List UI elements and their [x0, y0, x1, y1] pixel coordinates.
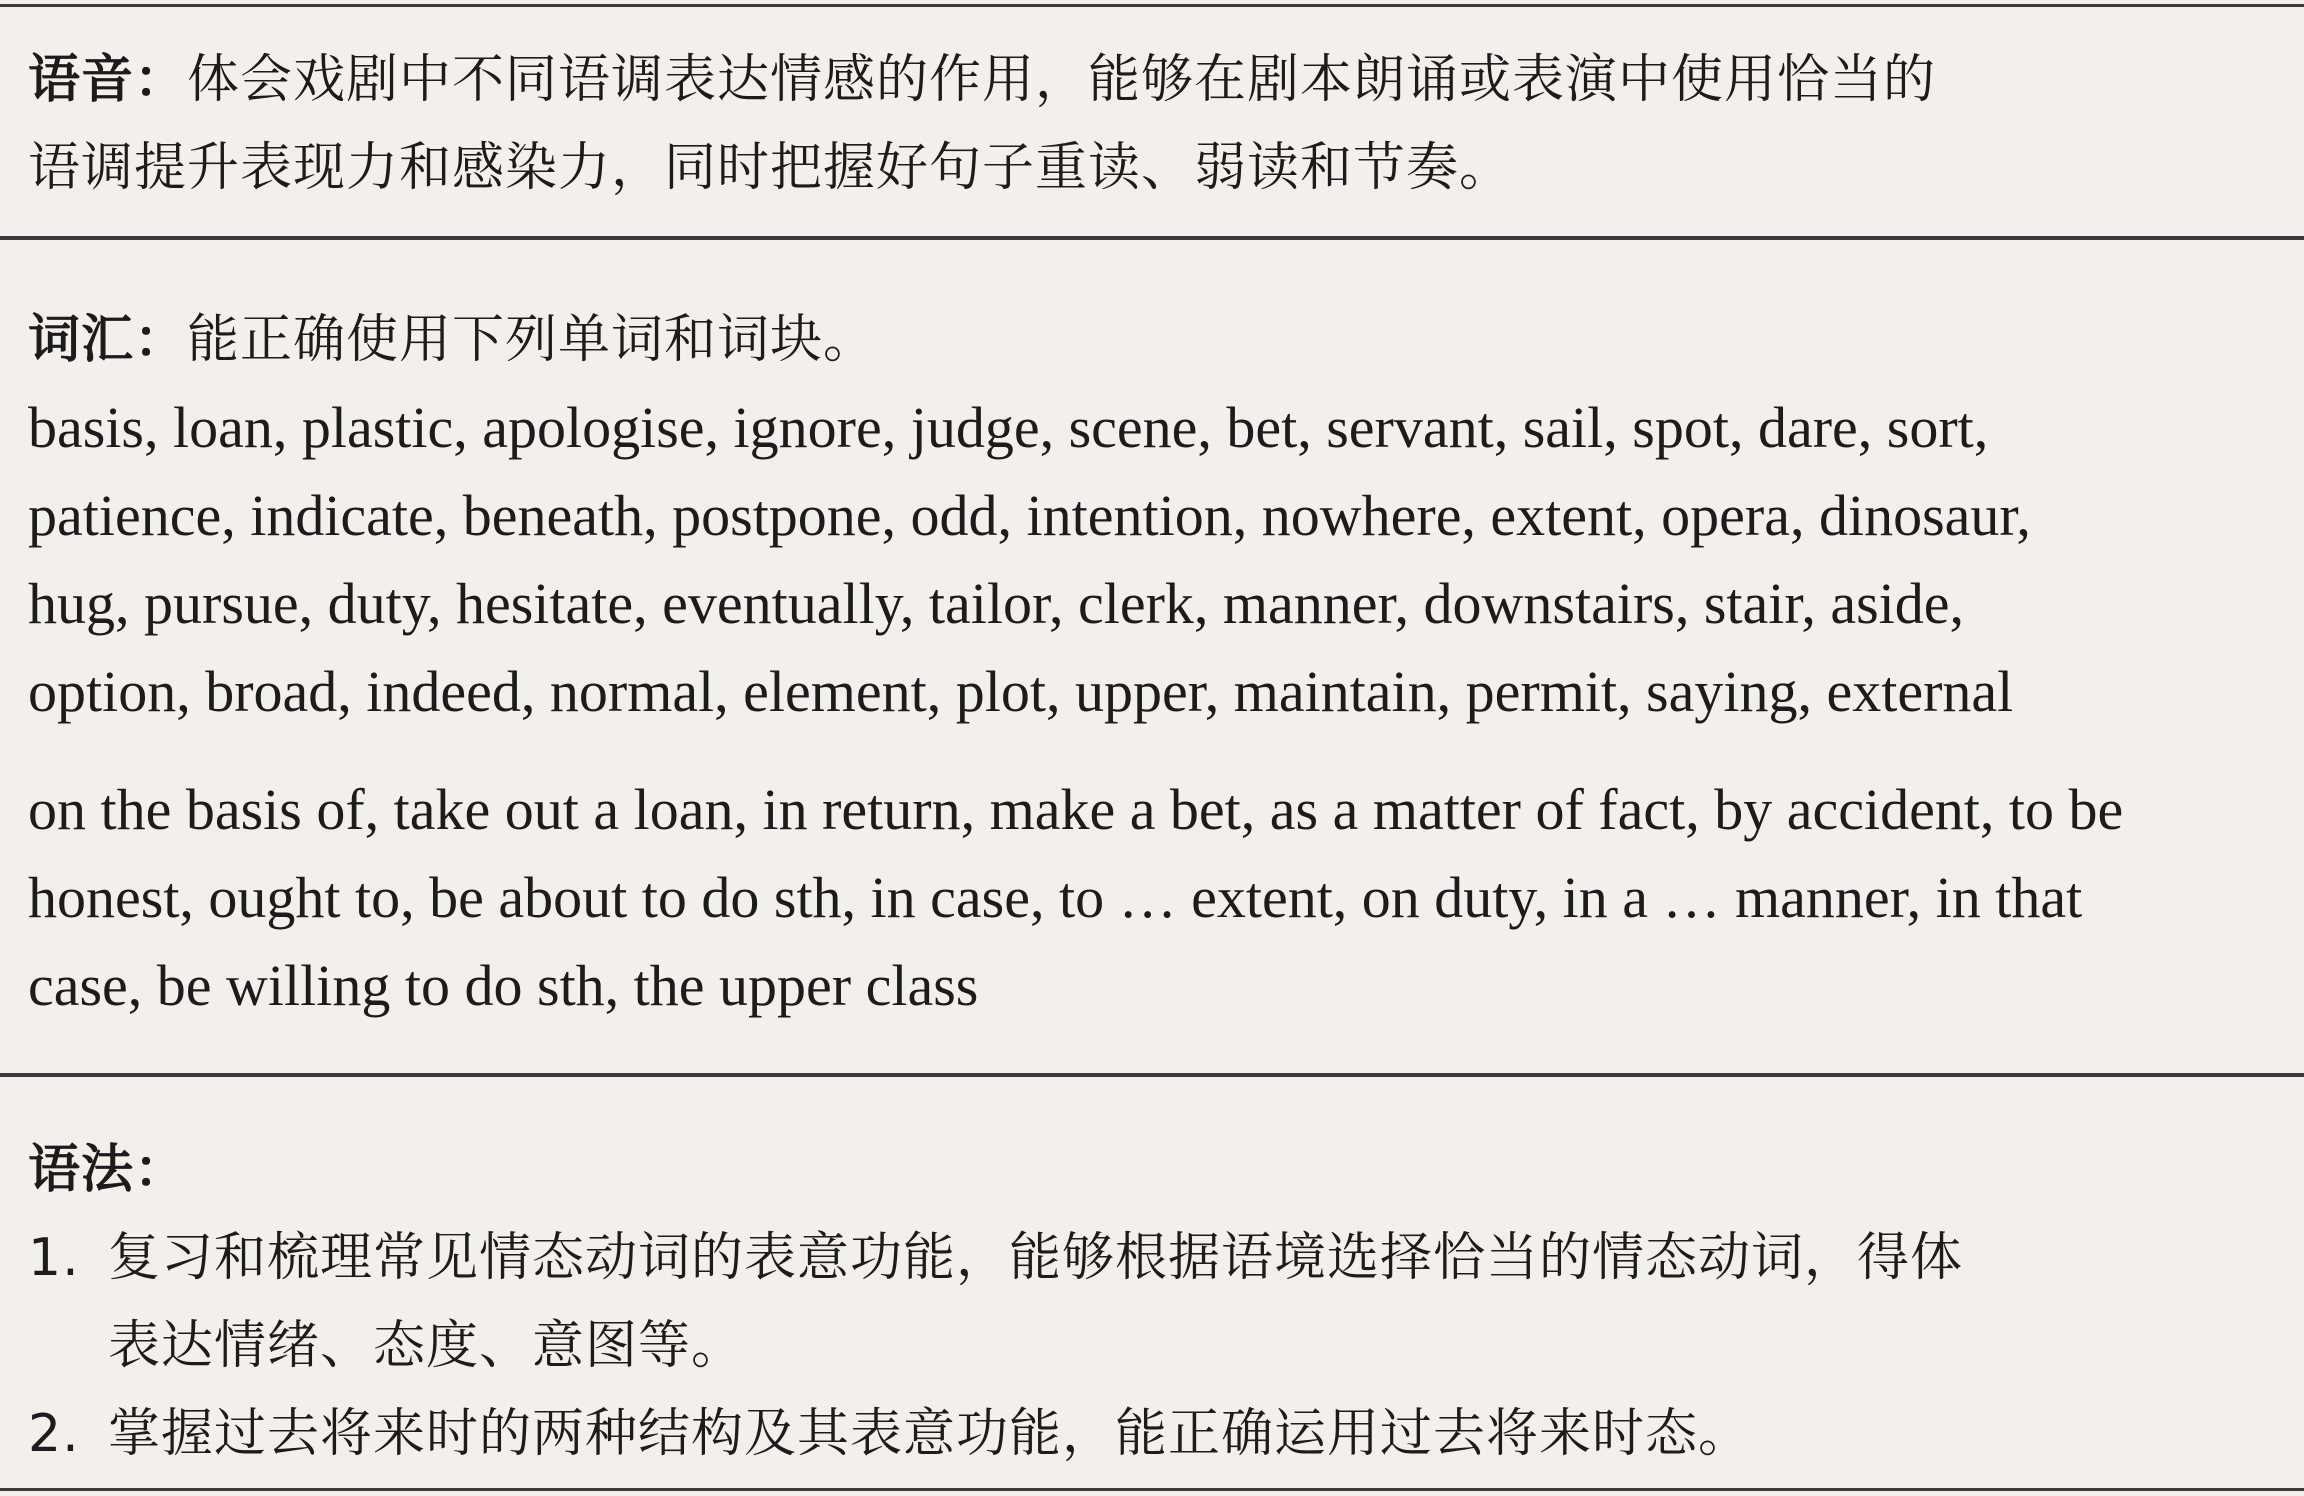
grammar-item-2 — [28, 1390, 2280, 1478]
word-line: patience, indicate, beneath, postpone, odd, intention, nowhere, extent, opera, dinosaur, — [28, 483, 2031, 548]
vocabulary-heading: 词汇： — [28, 310, 188, 370]
grammar-section — [28, 1126, 2280, 1478]
vocabulary-word-list — [28, 384, 2280, 736]
grammar-item-1 — [28, 1214, 2280, 1390]
section-divider-1 — [0, 236, 2304, 240]
grammar-item-line: 表达情绪、态度、意图等。 — [108, 1316, 745, 1376]
word-line: option, broad, indeed, normal, element, plot, upper, maintain, permit, saying, external — [28, 659, 2014, 724]
bottom-rule — [0, 1488, 2304, 1491]
phrase-line: case, be willing to do sth, the upper class — [28, 953, 979, 1018]
vocabulary-intro: 能正确使用下列单词和词块。 — [187, 310, 877, 370]
grammar-item-number: 1. — [28, 1228, 80, 1288]
pronunciation-line-2: 语调提升表现力和感染力，同时把握好句子重读、弱读和节奏。 — [28, 138, 1513, 198]
grammar-heading: 语法： — [28, 1140, 188, 1200]
word-line: hug, pursue, duty, hesitate, eventually, tailor, clerk, manner, downstairs, stair, aside, — [28, 571, 1965, 636]
pronunciation-line-1 — [28, 36, 2280, 124]
vocabulary-phrase-list — [28, 766, 2280, 1030]
grammar-item-text — [108, 1214, 2280, 1390]
word-line: basis, loan, plastic, apologise, ignore, judge, scene, bet, servant, sail, spot, dare, sort, — [28, 395, 1989, 460]
vocabulary-title — [28, 296, 2280, 384]
phrase-line: on the basis of, take out a loan, in return, make a bet, as a matter of fact, by accident, to be — [28, 777, 2124, 842]
grammar-item-line: 掌握过去将来时的两种结构及其表意功能，能正确运用过去将来时态。 — [108, 1404, 1752, 1464]
phrase-line: honest, ought to, be about to do sth, in case, to … extent, on duty, in a … manner, in that — [28, 865, 2083, 930]
section-divider-2 — [0, 1073, 2304, 1077]
pronunciation-heading: 语音： — [28, 50, 188, 110]
pronunciation-section — [28, 36, 2280, 212]
grammar-item-text — [108, 1390, 2280, 1478]
pronunciation-text-1: 体会戏剧中不同语调表达情感的作用，能够在剧本朗诵或表演中使用恰当的 — [187, 50, 1937, 110]
grammar-item-number: 2. — [28, 1404, 80, 1464]
grammar-item-line: 复习和梳理常见情态动词的表意功能，能够根据语境选择恰当的情态动词，得体 — [108, 1228, 1964, 1288]
top-rule — [0, 4, 2304, 7]
